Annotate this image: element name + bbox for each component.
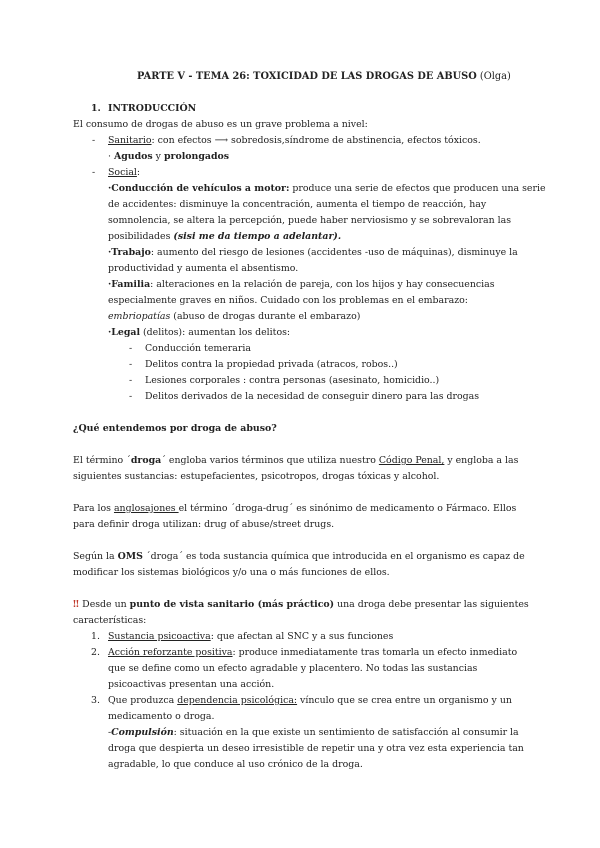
familia-label: ·Familia	[108, 279, 151, 290]
familia-text-3: (abuso de drogas durante el embarazo)	[170, 311, 361, 322]
p3-c: ´droga´ es toda sustancia química que introducida en el organismo es capaz de	[142, 551, 525, 562]
conduccion-line-4	[108, 231, 341, 243]
legal-item: Delitos derivados de la necesidad de conseguir dinero para las drogas	[145, 391, 480, 402]
list-item-1	[108, 631, 393, 643]
trabajo-line-2: productividad y aumenta el absentismo.	[108, 263, 299, 274]
p1-e: y engloba a las	[444, 455, 519, 466]
familia-line-3	[108, 311, 360, 323]
double-exclamation-icon: ‼	[73, 599, 83, 610]
compulsion-line-2: droga que despierta un deseo irresistible de repetir una y otra vez esta experiencia tan	[108, 743, 524, 754]
conduccion-text-4a: posibilidades	[108, 231, 174, 242]
trabajo-text-1: : aumento del riesgo de lesiones (accidentes -uso de máquinas), disminuye la	[150, 247, 518, 258]
legal-line	[108, 327, 290, 339]
list-number: 3.	[91, 695, 100, 706]
p1-line-1	[73, 455, 518, 467]
list-number: 1.	[91, 631, 100, 642]
p4-d: una droga debe presentar las siguientes	[334, 599, 529, 610]
p2-a: Para los	[73, 503, 114, 514]
p1-c: ´ engloba varios términos que utiliza nuestro	[161, 455, 379, 466]
legal-item: Lesiones corporales : contra personas (asesinato, homicidio..)	[145, 375, 440, 386]
familia-line-1	[108, 279, 495, 291]
p3-line-1	[73, 551, 525, 563]
list-item-2-cont: psicoactivas presentan una acción.	[108, 679, 275, 690]
sanitario-line	[108, 135, 481, 147]
intro-lead: El consumo de drogas de abuso es un grave problema a nivel:	[73, 119, 368, 130]
social-line	[108, 167, 140, 179]
list-item-text: : que afectan al SNC y a sus funciones	[210, 631, 394, 642]
list-item-label: dependencia psicológica:	[177, 695, 298, 706]
list-item-label: Sustancia psicoactiva	[108, 631, 211, 642]
agudos-label: Agudos	[113, 151, 153, 162]
p2-line-2: para definir droga utilizan: drug of abuse/street drugs.	[73, 519, 335, 530]
legal-item-dash: -	[129, 391, 133, 402]
conduccion-label: ·Conducción de vehículos a motor:	[108, 183, 290, 194]
droga-term: droga	[130, 455, 162, 466]
conduccion-line-1	[108, 183, 546, 195]
p3-a: Según la	[73, 551, 118, 562]
conduccion-text-1: produce una serie de efectos que producen una serie	[289, 183, 546, 194]
conduccion-note: (sisi me da tiempo a adelantar).	[173, 231, 342, 242]
legal-label: ·Legal	[108, 327, 141, 338]
compulsion-prefix: -	[108, 727, 112, 738]
list-item-3-cont: medicamento o droga.	[108, 711, 215, 722]
codigo-penal: Código Penal,	[378, 455, 445, 466]
agudos-prefix: ·	[108, 151, 114, 162]
sanitario-label: Sanitario	[108, 135, 152, 146]
list-item-text: : produce inmediatamente tras tomarla un efecto inmediato	[232, 647, 518, 658]
title-author: (Olga)	[476, 71, 511, 82]
list-item-label: Acción reforzante positiva	[108, 647, 233, 658]
p2-c: el término ´droga-drug´ es sinónimo de medicamento o Fármaco. Ellos	[178, 503, 517, 514]
conduccion-line-2: de accidentes: disminuye la concentración, aumenta el tiempo de reacción, hay	[108, 199, 487, 210]
conduccion-line-3: somnolencia, se altera la percepción, puede haber nerviosismo y se sobrevaloran las	[108, 215, 512, 226]
title-main: PARTE V - TEMA 26: TOXICIDAD DE LAS DROGAS DE ABUSO	[137, 71, 477, 82]
legal-item-dash: -	[129, 359, 133, 370]
question-heading: ¿Qué entendemos por droga de abuso?	[73, 423, 277, 434]
legal-text: (delitos): aumentan los delitos:	[140, 327, 291, 338]
social-colon: :	[136, 167, 141, 178]
compulsion-text: : situación en la que existe un sentimiento de satisfacción al consumir la	[173, 727, 519, 738]
legal-item-dash: -	[129, 343, 133, 354]
p4-b: Desde un	[82, 599, 130, 610]
list-item-2-cont: que se define como un efecto agradable y placentero. No todas las sustancias	[108, 663, 478, 674]
sanitario-text: : con efectos ⟶ sobredosis,síndrome de abstinencia, efectos tóxicos.	[151, 135, 481, 146]
p2-line-1	[73, 503, 516, 515]
prolongados-label: prolongados	[163, 151, 230, 162]
bullet-dash: -	[92, 167, 96, 178]
anglosajones-term: anglosajones	[113, 503, 179, 514]
p1-a: El término ´	[73, 455, 131, 466]
p1-line-2: siguientes sustancias: estupefacientes, psicotropos, drogas tóxicas y alcohol.	[73, 471, 440, 482]
section-number: 1.	[91, 103, 101, 114]
p3-line-2: modificar los sistemas biológicos y/o una o más funciones de ellos.	[73, 567, 390, 578]
p4-line-1	[73, 599, 529, 611]
list-item-3	[108, 695, 512, 707]
bullet-dash: -	[92, 135, 96, 146]
conjunction: y	[152, 151, 164, 162]
legal-item: Delitos contra la propiedad privada (atracos, robos..)	[145, 359, 398, 370]
trabajo-line-1	[108, 247, 518, 259]
compulsion-term: Compulsión	[111, 727, 174, 738]
list-number: 2.	[91, 647, 100, 658]
compulsion-line-3: agradable, lo que conduce al uso crónico de la droga.	[108, 759, 363, 770]
familia-text-1: : alteraciones en la relación de pareja, con los hijos y hay consecuencias	[150, 279, 495, 290]
page-title	[137, 71, 511, 83]
social-label: Social	[108, 167, 137, 178]
list-item-text: vínculo que se crea entre un organismo y un	[297, 695, 512, 706]
list-item-pre: Que produzca	[108, 695, 178, 706]
p4-line-2: características:	[73, 615, 147, 626]
embriopatias-term: embriopatías	[108, 311, 171, 322]
section-heading: INTRODUCCIÓN	[108, 103, 197, 114]
list-item-2	[108, 647, 517, 659]
trabajo-label: ·Trabajo	[108, 247, 151, 258]
sanitario-view: punto de vista sanitario (más práctico)	[129, 599, 335, 610]
agudos-line	[108, 151, 229, 163]
familia-line-2: especialmente graves en niños. Cuidado con los problemas en el embarazo:	[108, 295, 468, 306]
legal-item: Conducción temeraria	[145, 343, 251, 354]
compulsion-line-1	[108, 727, 519, 739]
legal-item-dash: -	[129, 375, 133, 386]
oms-term: OMS	[117, 551, 143, 562]
